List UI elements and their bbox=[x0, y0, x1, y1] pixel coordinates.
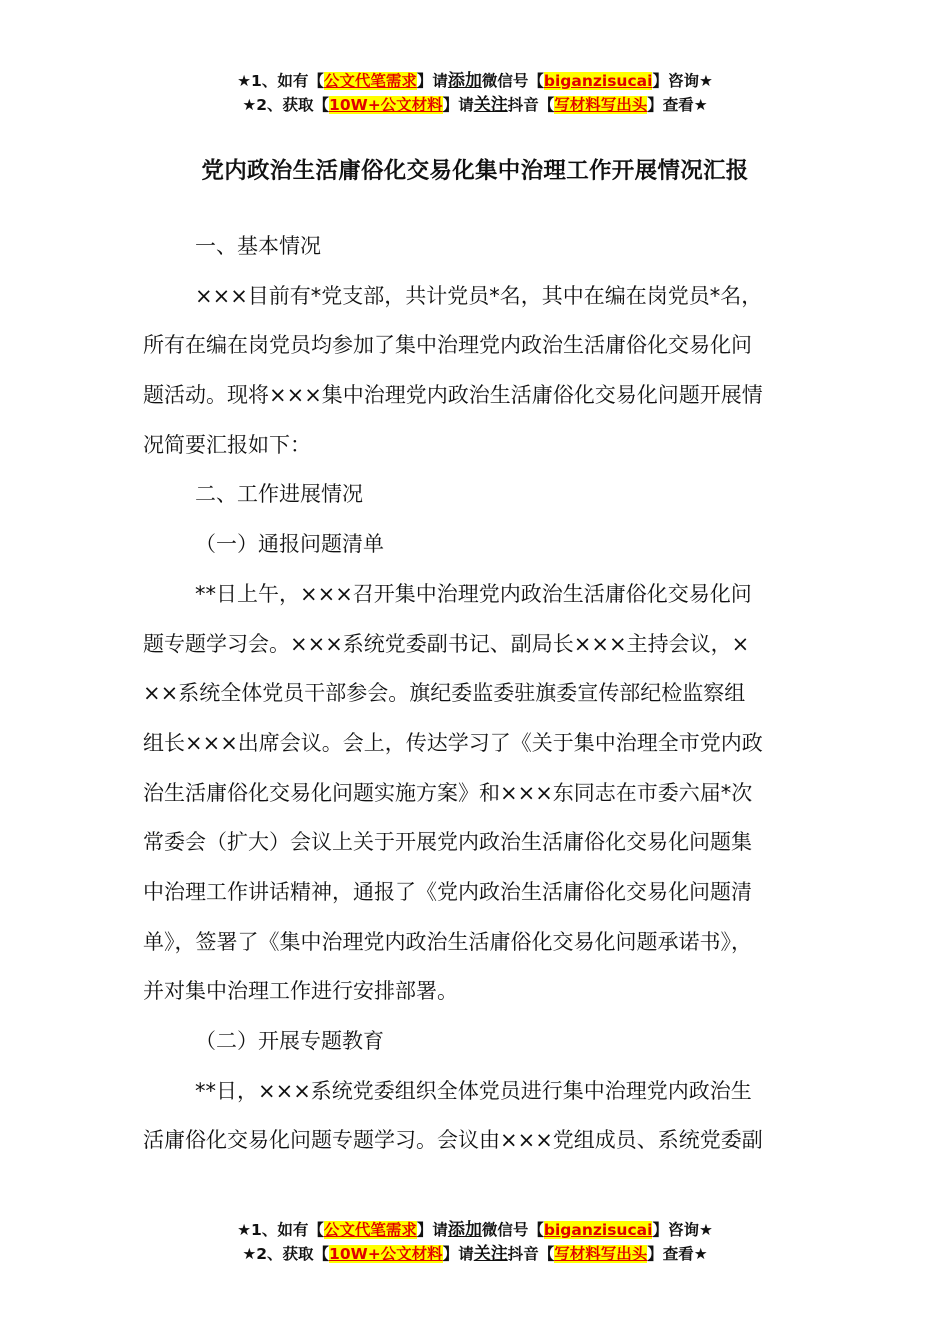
promo-text: 】咨询 bbox=[652, 72, 699, 90]
star-icon: ★ bbox=[237, 72, 252, 90]
star-icon: ★ bbox=[698, 72, 713, 90]
promo-line bbox=[0, 1242, 950, 1266]
text-line: 组长×××出席会议。会上，传达学习了《关于集中治理全市党内政 bbox=[143, 730, 763, 755]
promo-highlight: 写材料写出头 bbox=[554, 1245, 648, 1263]
promo-banner-bottom bbox=[0, 1218, 950, 1266]
text-line: 题专题学习会。×××系统党委副书记、副局长×××主持会议，× bbox=[143, 631, 750, 656]
promo-text: 】请 bbox=[416, 1221, 448, 1239]
text-line: （二）开展专题教育 bbox=[195, 1029, 384, 1053]
star-icon: ★ bbox=[693, 1245, 708, 1263]
promo-text: 】请 bbox=[442, 96, 474, 114]
text-line: 单》，签署了《集中治理党内政治生活庸俗化交易化问题承诺书》， bbox=[143, 929, 752, 954]
star-icon: ★ bbox=[242, 1245, 257, 1263]
promo-highlight: 10W+公文材料 bbox=[329, 1245, 443, 1263]
promo-underline: 关注 bbox=[473, 95, 508, 115]
promo-line bbox=[0, 1218, 950, 1242]
text-line: 活庸俗化交易化问题专题学习。会议由×××党组成员、系统党委副 bbox=[143, 1128, 763, 1153]
promo-text: 抖音【 bbox=[507, 96, 555, 114]
document-title: 党内政治生活庸俗化交易化集中治理工作开展情况汇报 bbox=[201, 158, 749, 184]
promo-line bbox=[0, 69, 950, 93]
text-line: 中治理工作讲话精神，通报了《党内政治生活庸俗化交易化问题清 bbox=[143, 879, 752, 904]
text-line: 一、基本情况 bbox=[195, 234, 321, 258]
text-line: **日上午，×××召开集中治理党内政治生活庸俗化交易化问 bbox=[195, 581, 752, 606]
promo-text: 】咨询 bbox=[652, 1221, 699, 1239]
promo-text: 2、获取【 bbox=[256, 1245, 330, 1263]
promo-underline: 添加 bbox=[447, 71, 482, 91]
text-line: ×××目前有*党支部，共计党员*名，其中在编在岗党员*名， bbox=[195, 283, 763, 308]
text-line: 治生活庸俗化交易化问题实施方案》和×××东同志在市委六届*次 bbox=[143, 780, 753, 805]
promo-text: 】查看 bbox=[647, 96, 694, 114]
text-line: 常委会（扩大）会议上关于开展党内政治生活庸俗化交易化问题集 bbox=[143, 830, 752, 855]
promo-text: 抖音【 bbox=[507, 1245, 555, 1263]
paragraph bbox=[143, 474, 808, 524]
promo-highlight: 公文代笔需求 bbox=[323, 1221, 417, 1239]
promo-highlight: 写材料写出头 bbox=[554, 96, 648, 114]
promo-text: 微信号【 bbox=[481, 1221, 544, 1239]
promo-text: 微信号【 bbox=[481, 72, 544, 90]
promo-text: 】请 bbox=[442, 1245, 474, 1263]
paragraph bbox=[143, 276, 808, 475]
promo-underline: 关注 bbox=[473, 1244, 508, 1264]
paragraph bbox=[143, 524, 808, 574]
star-icon: ★ bbox=[698, 1221, 713, 1239]
promo-highlight: 公文代笔需求 bbox=[323, 72, 417, 90]
promo-line bbox=[0, 93, 950, 117]
star-icon: ★ bbox=[693, 96, 708, 114]
paragraph bbox=[143, 226, 808, 276]
promo-underline: 添加 bbox=[447, 1220, 482, 1240]
paragraph bbox=[143, 1021, 808, 1071]
text-line: 二、工作进展情况 bbox=[195, 482, 363, 507]
text-line: **日，×××系统党委组织全体党员进行集中治理党内政治生 bbox=[195, 1078, 752, 1103]
paragraph bbox=[143, 574, 808, 1021]
document-body bbox=[143, 226, 808, 1170]
promo-text: 1、如有【 bbox=[251, 72, 324, 90]
promo-highlight: 10W+公文材料 bbox=[329, 96, 443, 114]
text-line: 况简要汇报如下： bbox=[143, 432, 311, 457]
promo-banner-top bbox=[0, 69, 950, 117]
promo-highlight: biganzisucai bbox=[543, 1221, 653, 1239]
promo-text: 】查看 bbox=[647, 1245, 694, 1263]
paragraph bbox=[143, 1071, 808, 1170]
promo-text: 】请 bbox=[416, 72, 448, 90]
text-line: （一）通报问题清单 bbox=[195, 532, 384, 557]
promo-highlight: biganzisucai bbox=[543, 72, 653, 90]
text-line: 题活动。现将×××集中治理党内政治生活庸俗化交易化问题开展情 bbox=[143, 383, 763, 408]
promo-text: 1、如有【 bbox=[251, 1221, 324, 1239]
text-line: 并对集中治理工作进行安排部署。 bbox=[143, 979, 458, 1004]
text-line: 所有在编在岗党员均参加了集中治理党内政治生活庸俗化交易化问 bbox=[143, 333, 752, 358]
star-icon: ★ bbox=[242, 96, 257, 114]
text-line: ××系统全体党员干部参会。旗纪委监委驻旗委宣传部纪检监察组 bbox=[143, 681, 746, 706]
promo-text: 2、获取【 bbox=[256, 96, 330, 114]
star-icon: ★ bbox=[237, 1221, 252, 1239]
